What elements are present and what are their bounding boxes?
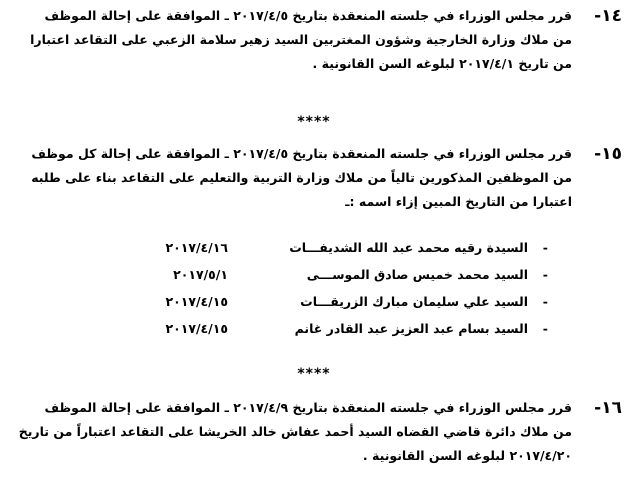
person-name: السيد محمد خميس صادق الموســـى: [306, 267, 528, 282]
item-line: من تاريخ ٢٠١٧/٤/١ لبلوغه السن القانونية .: [312, 56, 572, 71]
list-item: [0, 263, 628, 287]
person-name: السيد بسام عبد العزيز عبد القادر غانم: [294, 321, 528, 336]
item-line: من الموظفين المذكورين تالياً من ملاك وزارة التربية والتعليم على التقاعد بناء على طلبه: [31, 170, 572, 185]
list-item: [0, 236, 628, 260]
item-line: ٢٠١٧/٤/٢٠ لبلوغه السن القانونية .: [362, 448, 572, 463]
list-item: [0, 317, 628, 341]
section-separator: ****: [297, 114, 331, 130]
item-body: [10, 396, 572, 468]
list-dash: -: [542, 240, 548, 255]
item-body: [10, 4, 572, 76]
retirement-date: ٢٠١٧/٤/١٥: [165, 321, 228, 336]
person-name: السيد علي سليمان مبارك الزريقـــات: [300, 294, 528, 309]
item-number: ١٦-: [594, 398, 622, 418]
item-line: اعتبارا من التاريخ المبين إزاء اسمه :ـ: [345, 194, 572, 209]
retirement-date: ٢٠١٧/٤/١٥: [165, 294, 228, 309]
retirement-date: ٢٠١٧/٤/١٦: [165, 240, 228, 255]
person-name: السيدة رقيه محمد عبد الله الشديفـــات: [289, 240, 528, 255]
item-line: قرر مجلس الوزراء في جلسته المنعقدة بتاريخ ٢٠١٧/٤/٩ ـ الموافقة على إحالة الموظف: [44, 400, 572, 415]
item-number: ١٤-: [594, 6, 622, 26]
retirement-date: ٢٠١٧/٥/١: [173, 267, 228, 282]
item-line: قرر مجلس الوزراء في جلسته المنعقدة بتاريخ ٢٠١٧/٤/٥ ـ الموافقة على إحالة كل موظف: [31, 146, 572, 161]
decision-item-15: [10, 142, 622, 214]
item-body: [10, 142, 572, 214]
decision-item-14: [10, 4, 622, 76]
list-dash: -: [542, 294, 548, 309]
decision-item-16: [10, 396, 622, 468]
section-separator: ****: [297, 366, 331, 382]
item-line: من ملاك وزارة الخارجية وشؤون المغتربين السيد زهير سلامة الزعبي على التقاعد اعتبارا: [30, 32, 572, 47]
list-dash: -: [542, 267, 548, 282]
item-line: قرر مجلس الوزراء في جلسته المنعقدة بتاريخ ٢٠١٧/٤/٥ ـ الموافقة على إحالة الموظف: [44, 8, 572, 23]
list-dash: -: [542, 321, 548, 336]
list-item: [0, 290, 628, 314]
item-number: ١٥-: [594, 144, 622, 164]
item-line: من ملاك دائرة قاضي القضاه السيد أحمد عفاش خالد الخريشا على التقاعد اعتباراً من تاريخ: [18, 424, 572, 439]
